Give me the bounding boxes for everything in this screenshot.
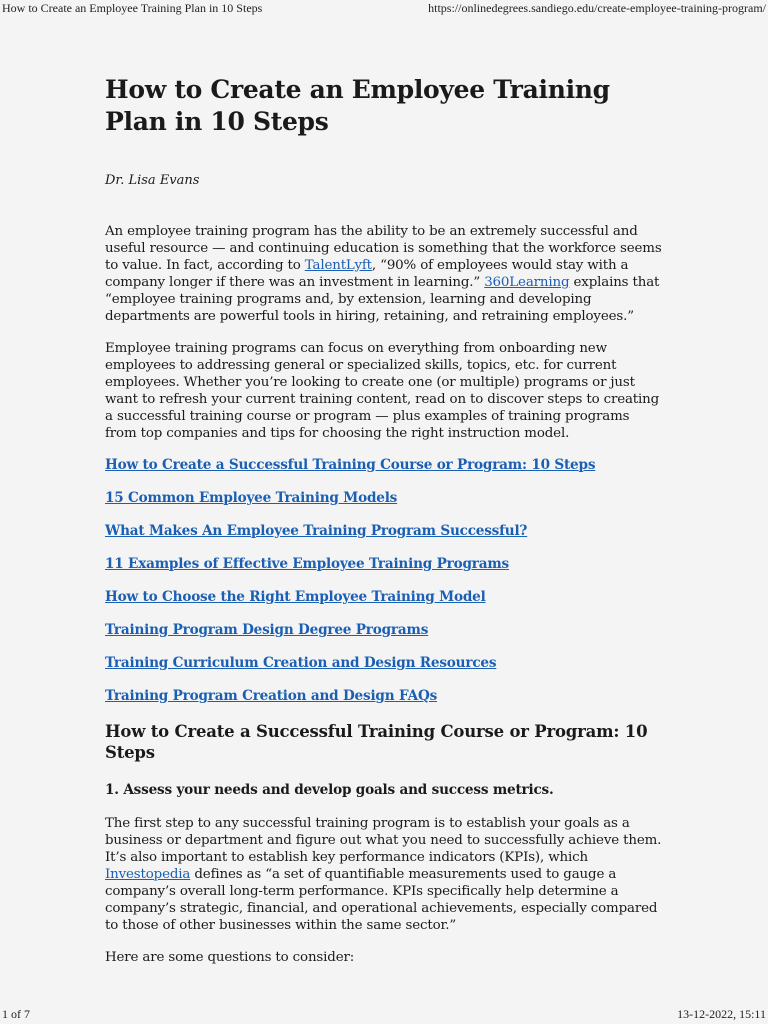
print-footer [0, 1006, 768, 1024]
toc-link-degree-programs[interactable]: Training Program Design Degree Programs [105, 622, 429, 638]
intro-text-2: , “90% of employees would stay with a company longer if there was an investment in learning.” [105, 258, 629, 290]
article [105, 74, 665, 966]
print-header [0, 0, 768, 18]
intro-paragraph [105, 223, 665, 325]
investopedia-link[interactable]: Investopedia [105, 867, 191, 882]
print-header-title: How to Create an Employee Training Plan in 10 Steps [2, 1, 263, 15]
toc-item [105, 454, 665, 487]
toc-link-examples[interactable]: 11 Examples of Effective Employee Training Programs [105, 556, 509, 572]
section-heading: How to Create a Successful Training Course or Program: 10 Steps [105, 722, 648, 762]
article-author: Dr. Lisa Evans [105, 173, 200, 188]
toc-link-resources[interactable]: Training Curriculum Creation and Design Resources [105, 655, 497, 671]
step-1-text-1: The first step to any successful training program is to establish your goals as a business or department and figure out what you need to successfully achieve them. It’s also important to establish key performance indicators (KPIs), which [105, 816, 662, 865]
toc-item [105, 520, 665, 553]
toc-link-10-steps[interactable]: How to Create a Successful Training Course or Program: 10 Steps [105, 457, 596, 473]
toc-item [105, 487, 665, 520]
toc-item [105, 586, 665, 619]
questions-intro: Here are some questions to consider: [105, 950, 355, 965]
step-1-heading: 1. Assess your needs and develop goals and success metrics. [105, 782, 554, 798]
overview-paragraph: Employee training programs can focus on everything from onboarding new employees to addressing general or specialized skills, topics, etc. for current employees. Whether you’re looking to create one (or multiple) programs or just want to refresh your current training content, read on to discover steps to creating a successful training course or program — plus examples of training programs from top companies and tips for choosing the right instruction model. [105, 341, 660, 441]
toc-link-training-models[interactable]: 15 Common Employee Training Models [105, 490, 398, 506]
table-of-contents [105, 454, 665, 718]
step-1-text-2: defines as “a set of quantifiable measurements used to gauge a company’s overall long-term performance. KPIs specifically help determine a company’s strategic, financial, and operational achievements, especially compared to those of other businesses within the same sector.” [105, 867, 658, 933]
print-header-url: https://onlinedegrees.sandiego.edu/create-employee-training-program/ [428, 1, 766, 15]
toc-item [105, 619, 665, 652]
toc-link-what-makes-successful[interactable]: What Makes An Employee Training Program Successful? [105, 523, 528, 539]
article-title: How to Create an Employee Training Plan in 10 Steps [105, 75, 610, 136]
print-datetime: 13-12-2022, 15:11 [677, 1007, 766, 1021]
toc-item [105, 553, 665, 586]
360learning-link[interactable]: 360Learning [484, 275, 570, 290]
step-1-paragraph [105, 815, 665, 934]
intro-text-1: An employee training program has the ability to be an extremely successful and useful resource — and continuing education is something that the workforce seems to value. In fact, according to [105, 224, 662, 273]
toc-item [105, 685, 665, 718]
toc-link-faqs[interactable]: Training Program Creation and Design FAQs [105, 688, 438, 704]
toc-link-choose-model[interactable]: How to Choose the Right Employee Training Model [105, 589, 486, 605]
page-number: 1 of 7 [2, 1007, 30, 1021]
talentlyft-link[interactable]: TalentLyft [304, 258, 372, 273]
intro-text-3: explains that “employee training programs and, by extension, learning and developing departments are powerful tools in hiring, retaining, and retraining employees.” [105, 275, 660, 324]
toc-item [105, 652, 665, 685]
